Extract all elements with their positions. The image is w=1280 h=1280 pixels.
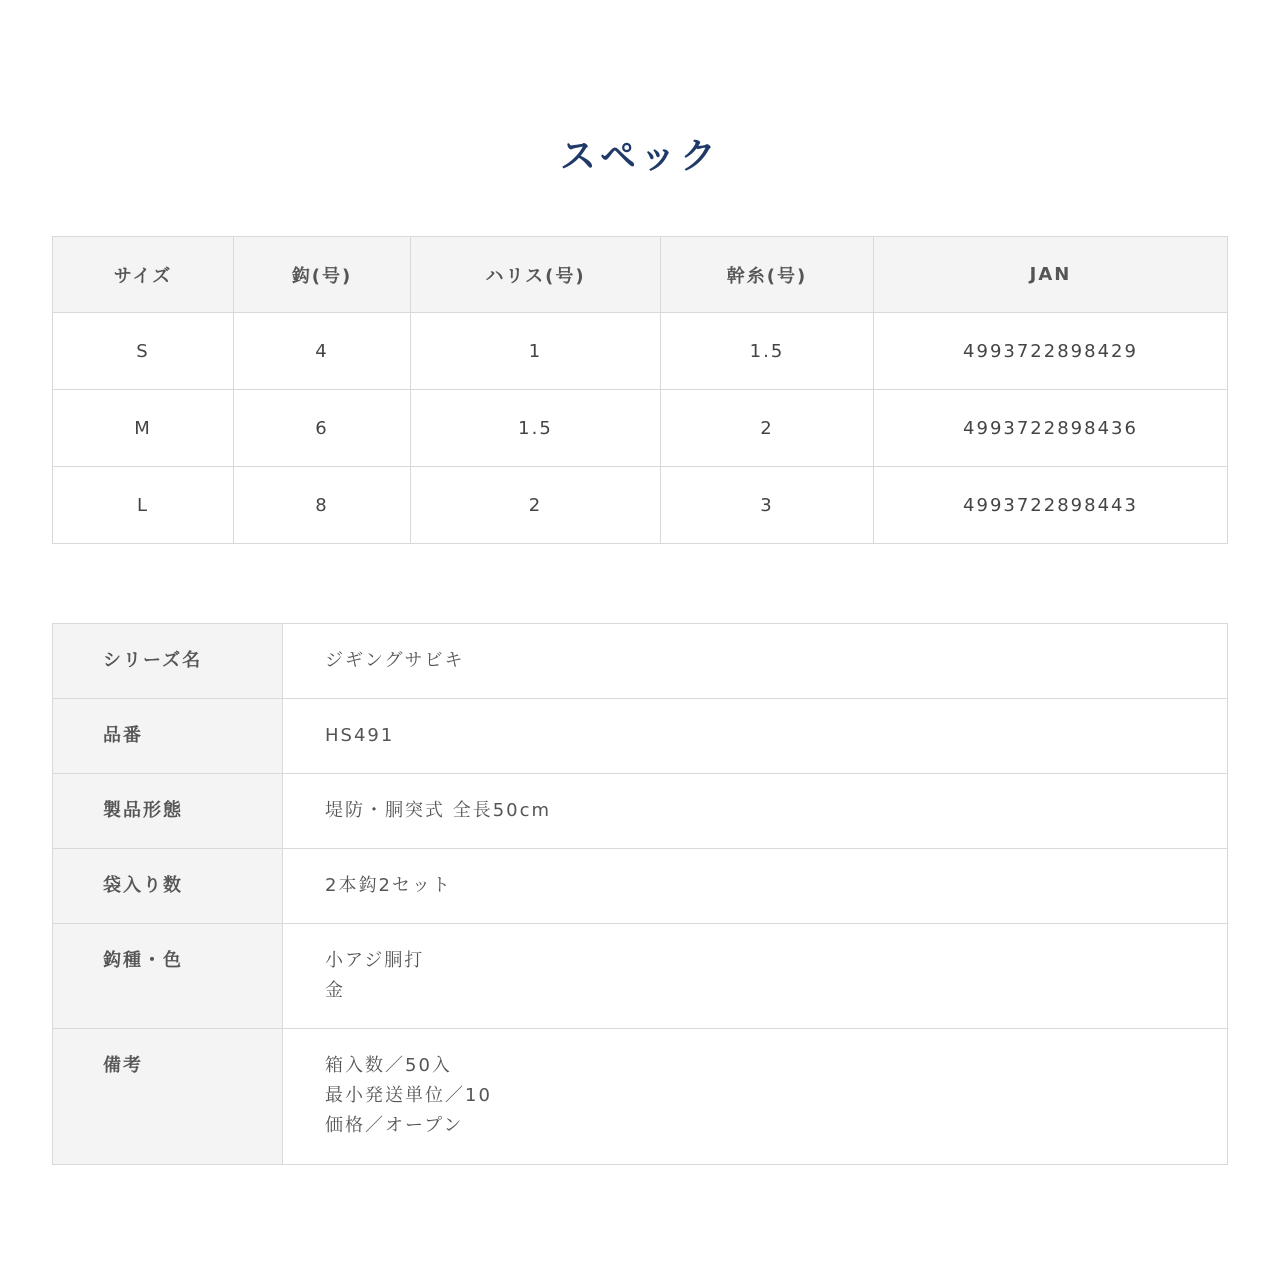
table-row (53, 390, 1228, 467)
notes-line-price: 価格／オープン (325, 1115, 464, 1136)
cell-harris: 2 (411, 467, 661, 544)
hook-type-value (283, 924, 1228, 1029)
product-info-table (52, 623, 1228, 1165)
cell-jan: 4993722898429 (874, 313, 1228, 390)
info-row-series (53, 624, 1228, 699)
cell-size: L (53, 467, 234, 544)
notes-label: 備考 (53, 1029, 283, 1165)
cell-jan: 4993722898436 (874, 390, 1228, 467)
cell-main-line: 2 (661, 390, 874, 467)
hook-type-label: 鈎種・色 (53, 924, 283, 1029)
part-number-value: HS491 (283, 699, 1228, 774)
hook-type-line: 小アジ胴打 (325, 950, 425, 971)
header-main-line: 幹糸(号) (661, 237, 874, 313)
quantity-label: 袋入り数 (53, 849, 283, 924)
table-row (53, 313, 1228, 390)
product-form-label: 製品形態 (53, 774, 283, 849)
hook-color-line: 金 (325, 980, 345, 1001)
info-row-quantity (53, 849, 1228, 924)
cell-hook: 8 (234, 467, 411, 544)
table-header-row (53, 237, 1228, 313)
info-row-part-number (53, 699, 1228, 774)
cell-main-line: 1.5 (661, 313, 874, 390)
cell-jan: 4993722898443 (874, 467, 1228, 544)
quantity-value: 2本鈎2セット (283, 849, 1228, 924)
product-form-value: 堤防・胴突式 全長50cm (283, 774, 1228, 849)
cell-main-line: 3 (661, 467, 874, 544)
info-row-hook-type (53, 924, 1228, 1029)
header-harris: ハリス(号) (411, 237, 661, 313)
part-number-label: 品番 (53, 699, 283, 774)
notes-line-box-qty: 箱入数／50入 (325, 1055, 452, 1076)
table-row (53, 467, 1228, 544)
size-spec-table (52, 236, 1228, 544)
header-jan: JAN (874, 237, 1228, 313)
info-row-product-form (53, 774, 1228, 849)
cell-size: M (53, 390, 234, 467)
cell-size: S (53, 313, 234, 390)
series-label: シリーズ名 (53, 624, 283, 699)
cell-harris: 1 (411, 313, 661, 390)
page-title: スペック (559, 136, 720, 177)
notes-value (283, 1029, 1228, 1165)
info-row-notes (53, 1029, 1228, 1165)
cell-hook: 6 (234, 390, 411, 467)
header-hook: 鈎(号) (234, 237, 411, 313)
header-size: サイズ (53, 237, 234, 313)
notes-line-min-unit: 最小発送単位／10 (325, 1085, 492, 1106)
cell-hook: 4 (234, 313, 411, 390)
series-value: ジギングサビキ (283, 624, 1228, 699)
cell-harris: 1.5 (411, 390, 661, 467)
